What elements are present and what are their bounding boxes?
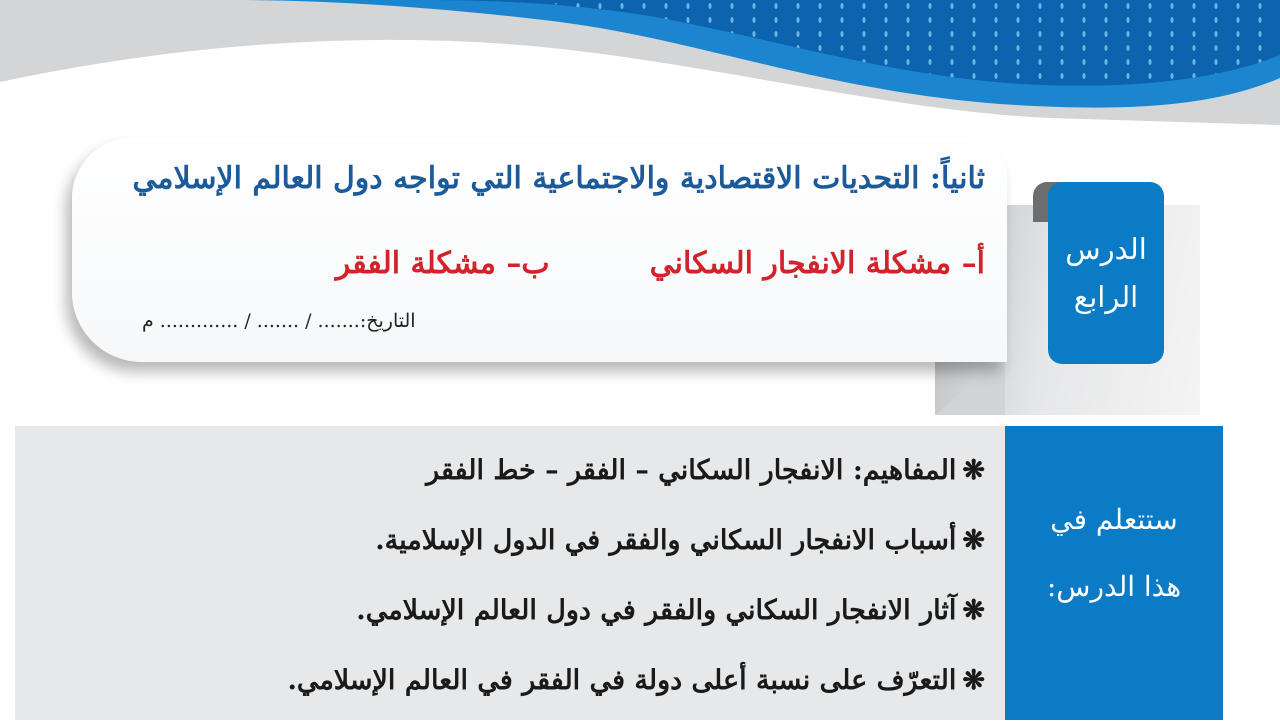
objectives-list (287, 448, 985, 728)
list-item (287, 588, 985, 658)
asterisk-bullet-icon: ❋ (962, 665, 985, 696)
you-will-learn-box (1005, 426, 1223, 720)
learn-box-line2: هذا الدرس: (1046, 570, 1182, 603)
subtopics (336, 246, 985, 281)
objective-text: التعرّف على نسبة أعلى دولة في الفقر في العالم الإسلامي. (287, 665, 957, 696)
learn-box-line1: ستتعلم في (1050, 503, 1178, 536)
objective-text: أسباب الانفجار السكاني والفقر في الدول الإسلامية. (375, 525, 957, 556)
lesson-tab-line1: الدرس (1065, 232, 1147, 266)
date-field: التاريخ:....... / ....... / ............. م (142, 310, 416, 332)
objective-text: المفاهيم: الانفجار السكاني – الفقر – خط الفقر (426, 455, 957, 486)
lesson-header-card (72, 138, 1007, 362)
list-item (287, 518, 985, 588)
lesson-number-tab (1048, 182, 1164, 364)
header-fold-corner (935, 355, 1005, 415)
asterisk-bullet-icon: ❋ (962, 455, 985, 486)
objectives-panel (15, 426, 1005, 720)
lesson-tab-line2: الرابع (1073, 280, 1139, 314)
objective-text: آثار الانفجار السكاني والفقر في دول العالم الإسلامي. (356, 595, 957, 626)
asterisk-bullet-icon: ❋ (962, 595, 985, 626)
list-item (287, 658, 985, 728)
subtopic-poverty: ب– مشكلة الفقر (335, 246, 550, 281)
decorative-wave-banner (0, 0, 1280, 125)
section-title: ثانياً: التحديات الاقتصادية والاجتماعية التي تواجه دول العالم الإسلامي (132, 161, 985, 196)
asterisk-bullet-icon: ❋ (962, 525, 985, 556)
list-item (287, 448, 985, 518)
subtopic-population-explosion: أ– مشكلة الانفجار السكاني (649, 246, 985, 281)
